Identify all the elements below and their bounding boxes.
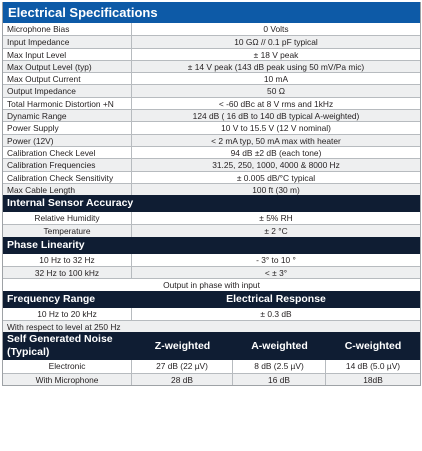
table-row — [3, 121, 420, 133]
row-label: Max Cable Length — [3, 184, 132, 195]
table-row — [3, 72, 420, 84]
table-row — [3, 109, 420, 121]
row-label: Power Supply — [3, 122, 132, 133]
row-value: ± 2 °C — [264, 226, 288, 237]
row-label: Max Input Level — [3, 49, 132, 60]
row-value: 0 Volts — [263, 24, 289, 34]
table-row — [3, 134, 420, 146]
row-label: With Microphone — [3, 374, 132, 386]
c-weighted-header: C-weighted — [344, 340, 402, 353]
electrical-rows — [3, 23, 420, 195]
row-label: Calibration Frequencies — [3, 159, 132, 170]
row-label: Total Harmonic Distortion +N — [3, 98, 132, 109]
row-label: Power (12V) — [3, 135, 132, 146]
row-value: 10 mA — [263, 74, 289, 85]
row-value: < -60 dBc at 8 V rms and 1kHz — [218, 98, 334, 109]
c-weighted-value: 18dB — [363, 374, 383, 385]
row-value: ± 14 V peak (143 dB peak using 50 mV/Pa mic) — [187, 61, 365, 72]
row-label: Electronic — [3, 360, 132, 373]
row-label: 10 Hz to 32 Hz — [3, 254, 132, 266]
table-title: Electrical Specifications — [3, 2, 420, 23]
row-value: < ± 3° — [264, 268, 288, 279]
z-weighted-value: 28 dB — [132, 374, 233, 386]
section-header-phase-linearity: Phase Linearity — [3, 237, 420, 254]
section-header-frequency — [3, 291, 420, 308]
frequency-range-header: Frequency Range — [7, 292, 96, 305]
table-row — [3, 146, 420, 158]
electrical-response-header: Electrical Response — [226, 292, 326, 305]
frequency-note: With respect to level at 250 Hz — [7, 321, 121, 332]
row-value: 10 V to 15.5 V (12 V nominal) — [221, 123, 331, 134]
table-note — [3, 320, 420, 332]
section-header-noise — [3, 332, 420, 360]
z-weighted-value: 27 dB (22 µV) — [132, 360, 233, 373]
row-label: 32 Hz to 100 kHz — [3, 267, 132, 278]
table-row — [3, 254, 420, 266]
table-row — [3, 158, 420, 170]
table-row — [3, 360, 420, 373]
row-value: ± 5% RH — [259, 213, 293, 224]
table-row — [3, 84, 420, 96]
c-weighted-value: 14 dB (5.0 µV) — [345, 361, 401, 372]
row-value: 124 dB ( 16 dB to 140 dB typical A-weighted) — [192, 111, 360, 122]
row-value: 100 ft (30 m) — [252, 184, 300, 195]
table-row — [3, 48, 420, 60]
table-row — [3, 224, 420, 236]
table-row — [3, 266, 420, 278]
row-label: Temperature — [3, 225, 132, 236]
row-value: 94 dB ±2 dB (each tone) — [230, 147, 322, 158]
noise-header: Self Generated Noise (Typical) — [7, 333, 113, 359]
table-row — [3, 308, 420, 320]
table-row — [3, 212, 420, 224]
electrical-specifications-table — [2, 2, 421, 386]
row-label: Calibration Check Sensitivity — [3, 172, 132, 183]
row-label: Dynamic Range — [3, 110, 132, 121]
table-row — [3, 60, 420, 72]
row-label: Microphone Bias — [3, 23, 132, 35]
row-label: 10 Hz to 20 kHz — [3, 308, 132, 320]
a-weighted-value: 16 dB — [233, 374, 326, 386]
table-note — [3, 278, 420, 290]
table-row — [3, 183, 420, 195]
row-value: ± 0.3 dB — [260, 308, 292, 319]
table-row — [3, 35, 420, 47]
a-weighted-value: 8 dB (2.5 µV) — [233, 360, 326, 373]
table-row — [3, 23, 420, 35]
row-value: ± 18 V peak — [253, 49, 299, 60]
row-label: Relative Humidity — [3, 212, 132, 224]
row-value: 31.25, 250, 1000, 4000 & 8000 Hz — [212, 160, 340, 171]
row-value: 50 Ω — [267, 86, 285, 97]
a-weighted-header: A-weighted — [251, 340, 308, 353]
row-value: 10 GΩ // 0.1 pF typical — [234, 37, 318, 48]
row-value: < 2 mA typ, 50 mA max with heater — [211, 135, 341, 146]
table-row — [3, 97, 420, 109]
row-label: Output Impedance — [3, 85, 132, 96]
table-row — [3, 171, 420, 183]
phase-note: Output in phase with input — [163, 280, 260, 291]
z-weighted-header: Z-weighted — [154, 340, 211, 353]
row-label: Max Output Current — [3, 73, 132, 84]
row-value: ± 0.005 dB/°C typical — [236, 172, 316, 183]
section-header-internal-sensor: Internal Sensor Accuracy — [3, 195, 420, 212]
row-value: - 3° to 10 ° — [256, 254, 296, 265]
row-label: Max Output Level (typ) — [3, 61, 132, 72]
table-row — [3, 373, 420, 386]
row-label: Calibration Check Level — [3, 147, 132, 158]
row-label: Input Impedance — [3, 36, 132, 47]
